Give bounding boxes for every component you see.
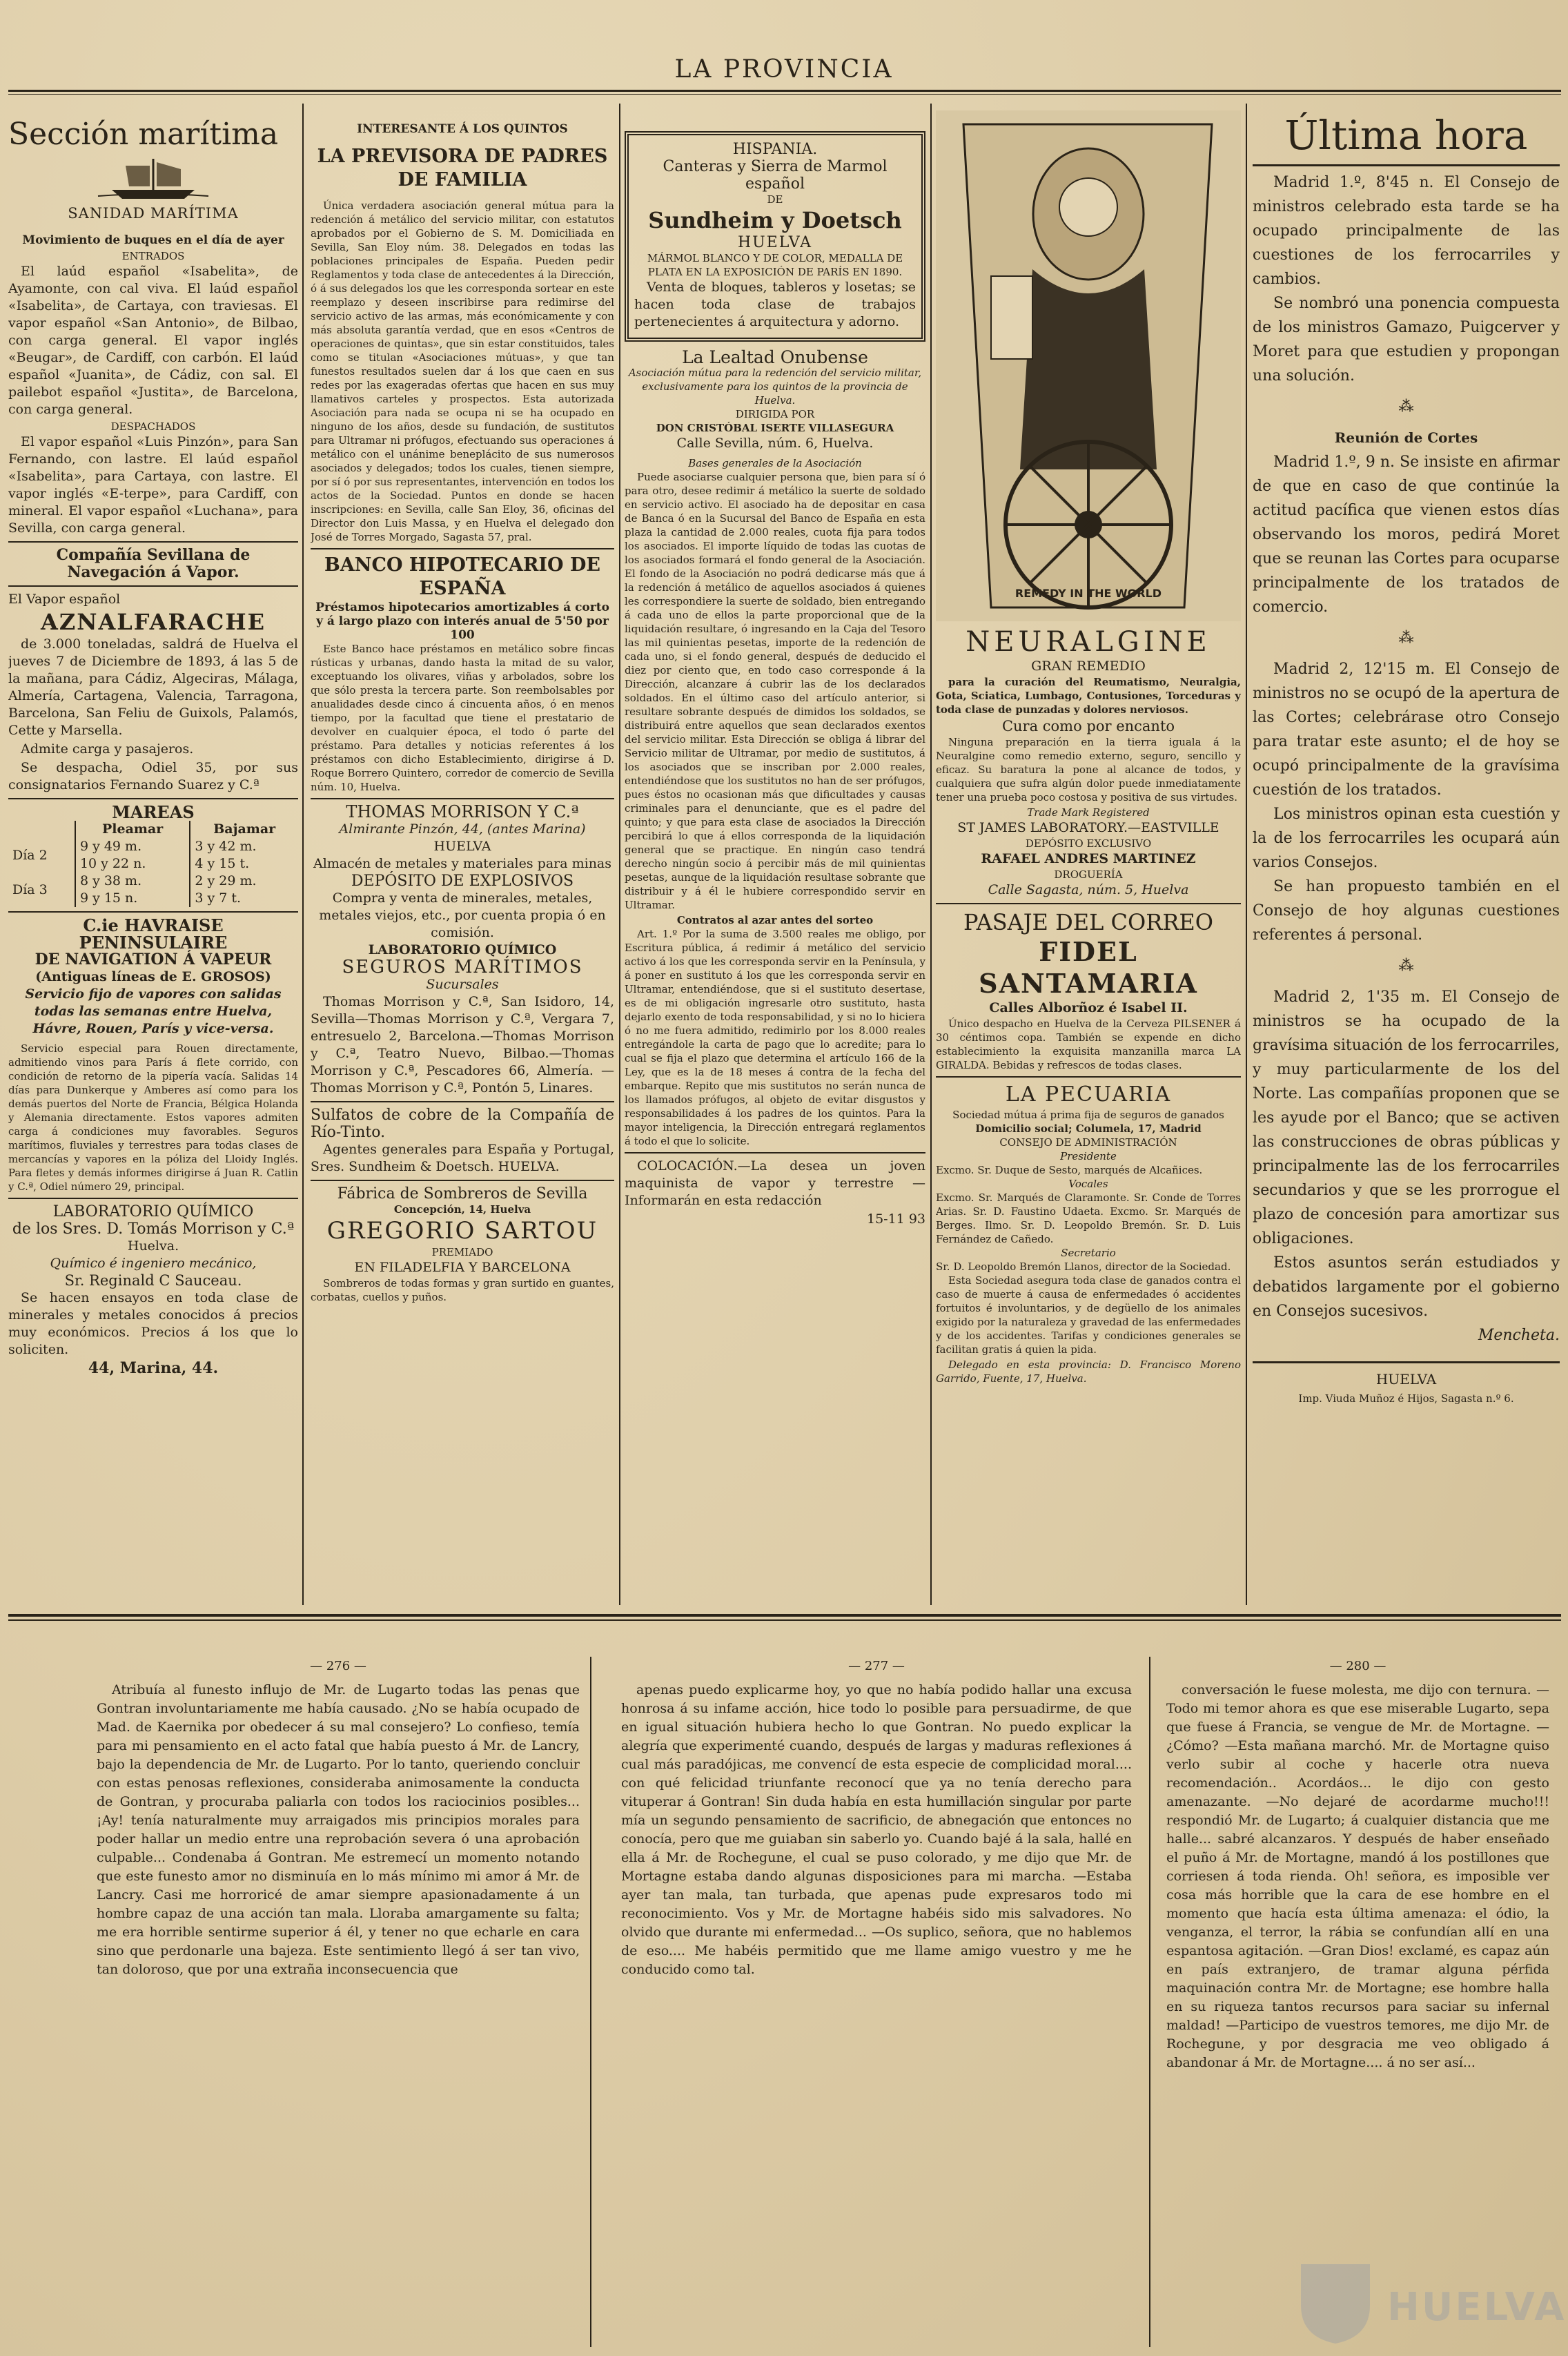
laboratorio-text: Se hacen ensayos en toda clase de minerales y metales conocidos á precios muy económicos. Precios á los que lo soliciten.: [8, 1290, 298, 1357]
almacen-line: Almacén de metales y materiales para minas: [313, 856, 612, 871]
sulfatos-line: Sulfatos de cobre de la Compañía de Río-Tinto.: [311, 1107, 614, 1141]
imprint-line: Imp. Viuda Muñoz é Hijos, Sagasta n.º 6.: [1298, 1392, 1514, 1405]
column-seccion-maritima: [8, 117, 298, 1608]
divider: [8, 911, 298, 913]
colocacion-date: 15-11 93: [867, 1211, 925, 1227]
news-3: Madrid 1.º, 9 n. Se insiste en afirmar de que en caso de que continúe la actitud pacífica que vienen estos días observando los moros, pedirá Moret que se reunan las Cortes para ocuparse principalmente de los tratados de comercio.: [1253, 454, 1560, 616]
column-divider: [1246, 104, 1247, 1605]
divider: [311, 1101, 614, 1102]
labq-line: LABORATORIO QUÍMICO: [368, 942, 557, 957]
news-6: Se han propuesto también en el Consejo de hoy algunas cuestiones referentes á personal.: [1253, 878, 1560, 944]
secretario-label: Secretario: [1061, 1247, 1116, 1259]
feuilleton-page-277: [621, 1657, 1132, 2347]
pecuaria-title: LA PECUARIA: [1005, 1082, 1172, 1107]
feuilleton-text: conversación le fuese molesta, me dijo con ternura. —Todo mi temor ahora es que ese miserable Lugarto, sepa que fuese á Francia, se vengue de Mr. de Mortagne. —¿Cómo? —Esta mañana marchó. Mr. de Mortagne quiso verlo subir al coche y hacerle otra nueva recomendación.. Acordáos... le dijo con gesto amenazante. —No dejaré de acordarme mucho!!! respondió Mr. de Lugarto; á cualquier distancia que me halle... sabré alcanzaros. Y después de haber enseñado el puño á Mr. de Mortagne, mandó á los postillones que corriesen á toda rienda. Oh! señora, es imposible ver cosa más horrible que la cara de ese hombre en el momento que hacía esta última amenaza: el ódio, la venganza, el terror, la rábia se confundían allí en una espantosa agitación. —Gran Dios! exclamé, es capaz aún en país extranjero, de tramar alguna pérfida maquinación contra Mr. de Mortagne; ese hombre halla en su riqueza tantos recursos para saciar su infernal maldad! —Participo de vuestros temores, me dijo Mr. de Rochegune, y por desgracia me veo obligado á abandonar á Mr. de Mortagne.... á no ser así...: [1166, 1682, 1549, 2070]
contratos-heading: Contratos al azar antes del sorteo: [676, 914, 874, 926]
servicio-line: Servicio fijo de vapores con salidas todas las semanas entre Huelva, Hávre, Rouen, París y vice-versa.: [25, 986, 282, 1036]
dia-2-label: Día 2: [12, 847, 48, 863]
news-8: Estos asuntos serán estudiados y debatidos largamente por el gobierno en Consejos sucesivos.: [1253, 1254, 1560, 1320]
vapor-label: El Vapor español: [8, 592, 121, 607]
column-anuncios: [311, 121, 614, 1605]
ship-icon: [8, 152, 298, 200]
entrados-heading: ENTRADOS: [121, 250, 185, 262]
thomas-title: THOMAS MORRISON Y C.ª: [346, 802, 579, 821]
page-number: — 280 —: [1329, 1659, 1386, 1673]
de-line: DE: [767, 193, 783, 206]
marina-address: 44, Marina, 44.: [88, 1359, 219, 1377]
feuilleton-page-280: [1166, 1657, 1549, 2347]
admite-text: Admite carga y pasajeros.: [21, 741, 194, 757]
feuilleton-text: apenas puedo explicarme hoy, yo que no había podido hallar una excusa honrosa á su infame acción, hice todo lo posible para persuadirme, de que en igual situación hubiera hecho lo que Gontran. No puedo explicar la alegría que experimenté cuando, después de largas y maduras reflexiones á cual más paradójicas, me convencí de esta especie de complicidad moral.... con qué felicidad triunfante reconocí que ya no tenía derecho para vituperar á Gontran! Sin duda había en esta humillación singular por parte mía un segundo pensamiento de sacrificio, de abnegación que entonces no conocía, pero que me guiaban sin saberlo yo. Cuando bajé á la sala, hallé en ella á Mr. de Rochegune, el cual se puso colorado, y me dijo que Mr. de Mortagne estaba dando algunas disposiciones para mi marcha. —Estaba ayer tan mala, tan turbada, que apenas pude expresaros todo mi reconocimiento. Vos y Mr. de Mortagne habéis sido mis salvadores. No olvido que durante mi enfermedad... —Os suplico, señora, que no hablemos de eso.... Me habéis permitido que me llame amigo vuestro y me he conducido como tal.: [621, 1682, 1132, 1977]
prestamos-line: Préstamos hipotecarios amortizables á corto y á largo plazo con interés anual de 5'50 por 100: [315, 601, 609, 642]
page-number: — 276 —: [310, 1659, 366, 1673]
quimico-line: Químico é ingeniero mecánico,: [50, 1256, 257, 1271]
bajamar-header: Bajamar: [190, 821, 298, 838]
navigation-heading: DE NAVIGATION Á VAPEUR: [35, 951, 272, 968]
neuralgine-text-1: para la curación del Reumatismo, Neuralgia, Gota, Sciatica, Lumbago, Contusiones, Torceduras y toda clase de punzadas y dolores nerviosos.: [936, 676, 1241, 716]
laboratorio-heading: LABORATORIO QUÍMICO: [52, 1203, 254, 1220]
laboratory-line: ST JAMES LABORATORY.—EASTVILLE: [957, 820, 1219, 835]
deposito-line: DEPÓSITO DE EXPLOSIVOS: [351, 873, 574, 890]
compra-line: Compra y venta de minerales, metales, metales viejos, etc., por cuenta propia ó en comisión.: [319, 890, 606, 940]
entrados-text: El laúd español «Isabelita», de Ayamonte, con cal viva. El laúd español «Isabelita», de Cartaya, con traviesas. El vapor español «San Antonio», de Bilbao, con carga general. El vapor inglés «Beugar», de Cardiff, con carbón. El laúd español «Juanita», de Cádiz, con sal. El pailebot español «Justita», de Barcelona, con carga general.: [8, 264, 298, 417]
news-7: Madrid 2, 1'35 m. El Consejo de ministros se ha ocupado de la gravísima situación de los ferrocarriles, y muy particularmente de los del Norte. Las compañías proponen que se les ayude por el Banco; que se activen las construcciones de obras públicas y principalmente las de los ferrocarriles secundarios y que se les prorrogue el plazo de concesión para amortizar sus obligaciones.: [1253, 989, 1560, 1247]
news-1: Madrid 1.º, 8'45 n. El Consejo de ministros celebrado esta tarde se ha ocupado principalmente de las cuestiones de los ferrocarriles y cambios.: [1253, 174, 1560, 288]
despachados-text: El vapor español «Luis Pinzón», para San Fernando, con lastre. El laúd español «Isabelita», para Cartaya, con lastre. El vapor inglés «E-terpe», para Cardiff, con mineral. El vapor español «Luchana», para Sevilla, con carga general.: [8, 434, 298, 536]
concepcion-line: Concepción, 14, Huelva: [393, 1203, 531, 1216]
table-cell: 2 y 29 m. 3 y 7 t.: [190, 873, 298, 907]
neuralgine-text-2: Ninguna preparación en la tierra iguala á la Neuralgine como remedio externo, seguro, sencillo y eficaz. Su baratura la pone al alcance de todos, y cualquiera que sufra algún dolor puede inmediatamente tener una prueba poco costosa y positiva de sus virtudes.: [936, 736, 1241, 804]
neuralgine-illustration: [936, 110, 1241, 621]
column-ultima-hora: [1253, 110, 1560, 1605]
marmol-line: MÁRMOL BLANCO Y DE COLOR, MEDALLA DE PLATA EN LA EXPOSICIÓN DE PARÍS EN 1890.: [647, 252, 903, 278]
premiado-line: PREMIADO: [431, 1246, 493, 1258]
lealtad-address: Calle Sevilla, núm. 6, Huelva.: [676, 436, 874, 451]
reunion-heading: Reunión de Cortes: [1334, 429, 1478, 446]
presidente-name: Excmo. Sr. Duque de Sesto, marqués de Alcañices.: [936, 1164, 1203, 1176]
masthead-rule-thin: [8, 94, 1561, 95]
table-cell: 9 y 49 m. 10 y 22 n.: [75, 838, 190, 873]
column-divider: [1149, 1657, 1150, 2347]
column-hispania-lealtad: [625, 131, 925, 1602]
drogueria-line: DROGUERÍA: [1054, 868, 1123, 881]
hispania-ad: [625, 131, 925, 342]
venta-text: Venta de bloques, tableros y losetas; se hacen toda clase de trabajos pertenecientes á arquitectura y adorno.: [634, 280, 916, 329]
rafael-line: RAFAEL ANDRES MARTINEZ: [981, 851, 1196, 866]
column-neuralgine: [936, 110, 1241, 1605]
trade-line: Trade Mark Registered: [1027, 806, 1150, 819]
gran-remedio: GRAN REMEDIO: [1031, 659, 1146, 674]
vocales-label: Vocales: [1068, 1178, 1108, 1190]
table-cell: 8 y 38 m. 9 y 15 n.: [75, 873, 190, 907]
column-divider: [302, 104, 304, 1605]
masthead-rule: [8, 90, 1561, 92]
divider: [8, 798, 298, 799]
fidel-name: FIDEL SANTAMARIA: [979, 936, 1198, 999]
divider: [311, 1180, 614, 1181]
sundheim-line: Sundheim y Doetsch: [648, 207, 902, 233]
masthead: LA PROVINCIA: [674, 55, 894, 84]
pasaje-title: PASAJE DEL CORREO: [963, 909, 1214, 935]
domicilio-line: Domicilio social; Columela, 17, Madrid: [975, 1122, 1202, 1135]
pasaje-text: Único despacho en Huelva de la Cerveza PILSENER á 30 céntimos copa. También se expende en dicho establecimiento la exquisita manzanilla marca LA GIRALDA. Bebidas y refrescos de todas clases.: [936, 1018, 1241, 1071]
sanidad-heading: SANIDAD MARÍTIMA: [68, 205, 239, 222]
secretario-name: Sr. D. Leopoldo Bremón Llanos, director de la Sociedad.: [936, 1260, 1231, 1273]
delegado-text: Delegado en esta provincia: D. Francisco Moreno Garrido, Fuente, 17, Huelva.: [936, 1359, 1241, 1385]
aznalfarache-name: AZNALFARACHE: [41, 609, 266, 635]
neuralgine-title: NEURALGINE: [966, 626, 1211, 658]
divider: [936, 903, 1241, 904]
watermark-text: HUELVA: [1387, 2285, 1567, 2330]
gregorio-name: GREGORIO SARTOU: [326, 1217, 598, 1245]
bases-heading: Bases generales de la Asociación: [688, 457, 862, 469]
signature: Mencheta.: [1478, 1327, 1560, 1344]
asterism-icon: ⁂: [1398, 630, 1414, 647]
laboratorio-owner: de los Sres. D. Tomás Morrison y C.ª: [12, 1220, 295, 1238]
hispania-title: HISPANIA.: [732, 141, 818, 158]
divider: [1253, 164, 1560, 166]
imprint-city: HUELVA: [1375, 1371, 1437, 1388]
havraise-heading: C.ie HAVRAISE PENINSULAIRE: [79, 915, 228, 953]
divider: [936, 1076, 1241, 1078]
previsora-title: LA PREVISORA DE PADRES DE FAMILIA: [317, 146, 608, 191]
consejo-line: CONSEJO DE ADMINISTRACIÓN: [999, 1136, 1177, 1149]
divider: [625, 1152, 925, 1153]
hispania-city: HUELVA: [737, 234, 813, 251]
calles-line: Calles Alborñoz é Isabel II.: [989, 1000, 1188, 1015]
despachados-heading: DESPACHADOS: [110, 420, 196, 433]
canteras-line: Canteras y Sierra de Marmol español: [663, 158, 888, 193]
pecuaria-text: Esta Sociedad asegura toda clase de ganados contra el caso de muerte á causa de enfermedades ó accidentes fortuitos é involuntarios, y de degüello de los animales exigido por la naturaleza y gravedad de las enfermedades y de los accidentes. Tarifas y condiciones generales se facilitan gratis á quien la pida.: [936, 1274, 1241, 1356]
contratos-text: Art. 1.º Por la suma de 3.500 reales me obligo, por Escritura pública, á redimir á metálico del servicio activo á los que les corresponda servir en la Península, y á poner en sustituto á los que les corresponda servir en Ultramar, entendiéndose, que si el sustituto desertase, es de mi obligación ingresarle otro sustituto, hasta dejarlo exento de toda responsabilidad, y si no lo hiciera ó no me fuera admitido, redimirlo por los 8.000 reales entregándole la carta de pago que lo acredite; para lo cual se fija el plazo que determina el artículo 166 de la Ley, que es la de 18 meses á contra de la fecha del embarque. Repito que mis sustitutos no serán nunca de los llamados prófugos, al objeto de evitar disgustos y responsabilidades á los padres de los quintos. Para la mayor inteligencia, la Dirección entregará reglamentos á todo el que lo solicite.: [625, 928, 925, 1147]
previsora-text: Única verdadera asociación general mútua para la redención á metálico del servicio militar, con estatutos aprobados por el Gobierno de S. M. Domiciliada en Sevilla, San Eloy núm. 38. Delegados en todas las poblaciones principales de España. Pueden pedir Reglamentos y toda clase de antecedentes á la Dirección, ó á sus delegados los que les corresponda sortear en este reemplazo y deseen inscribirse para redimirse del servicio activo de las armas, más económicamente y con más absoluta garantía verdad, que en esos «Centros de operaciones de quintas», que sin estar constituidos, tales como se titulan «Asociaciones mútuas», y que tan funestos resultados suelen dar á los que caen en sus redes por las exageradas ofertas que hacen en sus muy llamativos carteles y prospectos. Esta autorizada Asociación para nada se ocupa ni se ha ocupado en ninguno de los años, desde su fundación, de sustitutos para Ultramar ni prófugos, efectuando sus operaciones á metálico con el unánime beneplácito de sus numerosos asociados y delegados; todos los cuales, tienen siempre, por sí ó por sus representantes, intervención en todos los actos de la Sociedad. Puntos en donde se hacen inscripciones: en Sevilla, calle San Eloy, 36, oficinas del Director don Luis Massa, y en Huelva el delegado don José de Torres Morgado, Sagasta 57, pral.: [311, 199, 614, 543]
feuilleton-rule: [8, 1614, 1561, 1617]
news-4: Madrid 2, 12'15 m. El Consejo de ministros no se ocupó de la apertura de las Cortes; celebrárase otro Consejo para tratar este asunto; el de hoy se ocupó principalmente de la gravísima cuestión de los tratados.: [1253, 661, 1560, 799]
director-line: DON CRISTÓBAL ISERTE VILLASEGURA: [656, 422, 894, 434]
crest-icon: [1291, 2257, 1380, 2347]
sucursales-text: Thomas Morrison y C.ª, San Isidoro, 14, Sevilla—Thomas Morrison y C.ª, Vergara 7, entresuelo 2, Barcelona.—Thomas Morrison y C.ª, Teatro Nuevo, Bilbao.—Thomas Morrison y C.ª, Pescadores 66, Almería. —Thomas Morrison y C.ª, Pontón 5, Linares.: [311, 994, 614, 1096]
asterism-icon: ⁂: [1398, 398, 1414, 416]
fabrica-title: Fábrica de Sombreros de Sevilla: [337, 1185, 588, 1203]
divider: [8, 1198, 298, 1199]
almirante-line: Almirante Pinzón, 44, (antes Marina): [339, 821, 586, 837]
huelva-watermark-logo: [1291, 2257, 1567, 2350]
deposito-line: DEPÓSITO EXCLUSIVO: [1025, 837, 1152, 850]
compania-heading: Compañía Sevillana de Navegación á Vapor.: [56, 546, 251, 581]
pleamar-header: Pleamar: [75, 821, 190, 838]
asterism-icon: ⁂: [1398, 957, 1414, 975]
news-5: Los ministros opinan esta cuestión y la de los ferrocarriles les ocupará aún varios Consejos.: [1253, 806, 1560, 871]
interesante-line: INTERESANTE Á LOS QUINTOS: [357, 122, 568, 136]
sucursales-line: Sucursales: [426, 977, 499, 992]
banco-text: Este Banco hace préstamos en metálico sobre fincas rústicas y urbanas, dando hasta la mitad de su valor, exceptuando los olivares, viñas y arbolados, sobre los que sólo presta la tercera parte. Son reembolsables por anualidades desde cinco á cincuenta años, ó en menos tiempo, por la facultad que tiene el prestatario de devolver en cualquier época, el todo ó parte del préstamo. Para detalles y noticias referentes á los préstamos con dicho Establecimiento, dirigirse á D. Roque Borrero Quintero, corredor de comercio de Sevilla núm. 10, Huelva.: [311, 643, 614, 793]
ultima-hora-title: Última hora: [1284, 112, 1528, 159]
column-divider: [590, 1657, 591, 2347]
dirigida-line: DIRIGIDA POR: [735, 408, 815, 420]
agentes-text: Agentes generales para España y Portugal, Sres. Sundheim & Doetsch. HUELVA.: [311, 1142, 614, 1174]
lealtad-subtitle: Asociación mútua para la redención del servicio militar, exclusivamente para los quintos de la provincia de Huelva.: [628, 367, 922, 407]
dia-3-label: Día 3: [12, 882, 48, 897]
feuilleton-rule-thin: [8, 1619, 1561, 1621]
column-divider: [930, 104, 932, 1605]
vocales-text: Excmo. Sr. Marqués de Claramonte. Sr. Conde de Torres Arias. Sr. D. Faustino Udaeta. Excmo. Sr. Marqués de Berges. Ilmo. Sr. D. Leopoldo Bremón. Sr. D. Luis Fernández de Cañedo.: [936, 1191, 1241, 1245]
feuilleton-page-276: [97, 1657, 580, 2347]
feuilleton-text: Atribuía al funesto influjo de Mr. de Lugarto todas las penas que Gontran involuntariamente me había causado. ¿No se había ocupado de Mad. de Kaernika por obedecer á su mal consejero? Lo confieso, temía para mi pensamiento en el acto fatal que había puesto á Mr. de Lancry, bajo la dependencia de Mr. de Lugarto. Por lo tanto, queriendo concluir con estas penosas reflexiones, consideraba animosamente la conducta de Gontran, y procuraba paliarla con todos los raciocinios posibles... ¡Ay! tenía naturalmente muy arraigados mis principios morales para poder hallar un medio entre una reprobación severa ó una aprobación culpable... Condenaba á Gontran. Me estremecí un momento notando que este funesto amor no disminuía en lo más mínimo mi amor á Mr. de Lancry. Casi me horroricé de amar siempre apasionadamente á un hombre capaz de una acción tan mala. Lloraba amargamente su falta; me era horrible sentirme superior á él, y tener no que echarle en cara sino que perdonarle una bajeza. Este sentimiento llegó á ser tan vivo, tan doloroso, que por una extraña inconsecuencia que: [97, 1682, 580, 1977]
divider: [311, 798, 614, 799]
page-number: — 277 —: [848, 1659, 905, 1673]
lealtad-title: La Lealtad Onubense: [682, 347, 868, 367]
havraise-text: Servicio especial para Rouen directamente, admitiendo vinos para París á flete corrido, con condición de retorno de la pipería vacía. Salidas 14 días para Dunkerque y Amberes así como para los demás puertos del Norte de Francia, Bélgica Holanda y Alemania directamente. Estos vapores admiten carga á condiciones muy favorables. Seguros marítimos, fluviales y terrestres para todas clases de mercancías y vapores en la póliza del Lloidy Inglés. Para fletes y demás informes dirigirse á Juan R. Catlin y C.ª, Odiel número 29, principal.: [8, 1042, 298, 1193]
divider: [1253, 1361, 1560, 1363]
seguros-line: SEGUROS MARÍTIMOS: [342, 957, 583, 977]
news-2: Se nombró una ponencia compuesta de los ministros Gamazo, Puigcerver y Moret para que estudien y propongan una solución.: [1253, 295, 1560, 384]
section-title: Sección marítima: [8, 117, 279, 152]
movimiento-heading: Movimiento de buques en el día de ayer: [22, 233, 284, 247]
sagasta-line: Calle Sagasta, núm. 5, Huelva: [988, 882, 1189, 897]
filadelfia-line: EN FILADELFIA Y BARCELONA: [354, 1260, 571, 1275]
mareas-table: [8, 821, 298, 907]
laboratorio-city: Huelva.: [127, 1238, 179, 1254]
grosos-line: (Antiguas líneas de E. GROSOS): [35, 969, 271, 984]
huelva-line: HUELVA: [433, 839, 491, 854]
lealtad-text: Puede asociarse cualquier persona que, bien para sí ó para otro, desee redimir á metálico la suerte de soldado en servicio activo. El asociado ha de depositar en casa de Banca ó en la Sucursal del Banco de España en esta plaza la cantidad de 2.000 reales, cuota fija para todos los asociados. El importe líquido de todas las cuotas de los asociados formará el fondo general de la Asociación. El fondo de la Asociación no podrá dedicarse más que á la redención á metálico de aquellos asociados á quienes les correspondiere la suerte de soldado, bien entregando á cada uno de ellos la parte proporcional que de la liquidación resultare, ó ingresando en la Caja del Tesoro las mil quinientas pesetas, importe de la redención de cada uno, si el fondo general, después de deducido el diez por ciento que, en todo caso corresponde á la Dirección, alcanzare á cubrir las de los declarados soldados. En el último caso del artículo anterior, si resultare sobrante después de dimidos los soldados, se distribuirá entre aquellos que sean declarados exentos del servicio militar. Esta Dirección se obliga á librar del Servicio militar de Ultramar, por medio de sustitutos, á los asociados que se inscriban por 2.000 reales, entendiéndose que los sustitutos no han de ser prófugos, pues éstos no ocasionan más que dificultades y causas criminales para el denunciante, que es el padre del quinto; y que para esta clase de asociados la Dirección percibirá lo que á ellos corresponda de la liquidación general que se practique. En ningún caso tendrá derecho ningún socio á percibir más de mil quinientas pesetas, aunque de la liquidación resultase sobrante que distribuir y á él le hubiere correspondido servir en Ultramar.: [625, 471, 925, 911]
aznalfarache-text: de 3.000 toneladas, saldrá de Huelva el jueves 7 de Diciembre de 1893, á las 5 de la mañana, para Cádiz, Algeciras, Málaga, Almería, Cartagena, Valencia, Tarragona, Barcelona, San Feliu de Guixols, Palamós, Cette y Marsella.: [8, 636, 298, 738]
table-cell: 3 y 42 m. 4 y 15 t.: [190, 838, 298, 873]
sombreros-text: Sombreros de todas formas y gran surtido en guantes, corbatas, cuellos y puños.: [311, 1277, 614, 1303]
divider: [8, 585, 298, 587]
presidente-label: Presidente: [1060, 1150, 1117, 1162]
remedy-text: REMEDY IN THE WORLD: [1015, 587, 1162, 600]
column-divider: [619, 104, 620, 1605]
divider: [311, 548, 614, 549]
despacha-text: Se despacha, Odiel 35, por sus consignatarios Fernando Suarez y C.ª: [8, 760, 298, 792]
mareas-heading: MAREAS: [112, 802, 195, 822]
cura-line: Cura como por encanto: [1001, 718, 1175, 734]
divider: [8, 541, 298, 543]
sauceau-line: Sr. Reginald C Sauceau.: [64, 1272, 242, 1289]
banco-title: BANCO HIPOTECARIO DE ESPAÑA: [324, 554, 600, 599]
colocacion-text: COLOCACIÓN.—La desea un joven maquinista de vapor y terrestre —Informarán en esta redacción: [625, 1158, 925, 1208]
sociedad-line: Sociedad mútua á prima fija de seguros de ganados: [952, 1109, 1224, 1121]
